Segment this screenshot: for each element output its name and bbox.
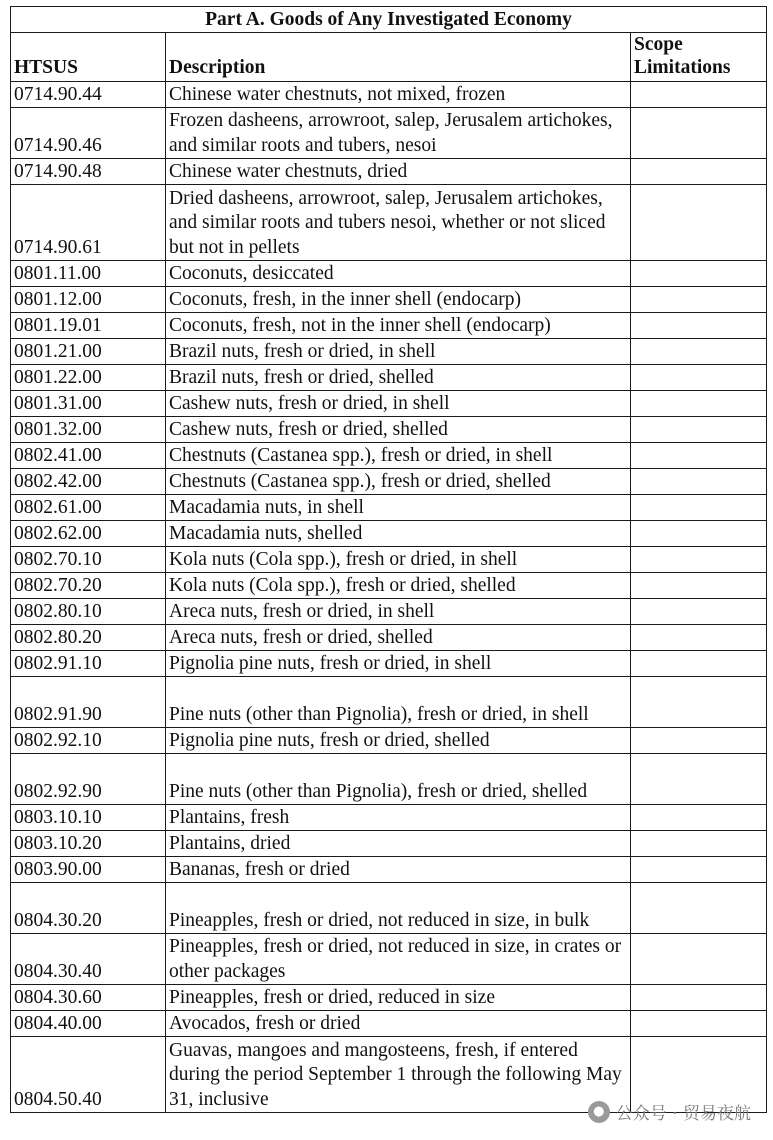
scope-cell (631, 831, 767, 857)
watermark-text: 公众号 · 贸易夜航 (615, 1104, 751, 1124)
description-cell: Areca nuts, fresh or dried, shelled (166, 625, 631, 651)
scope-cell (631, 1011, 767, 1037)
scope-cell (631, 754, 767, 805)
scope-cell (631, 159, 767, 185)
htsus-code-cell: 0714.90.46 (11, 108, 166, 159)
htsus-code-cell: 0804.50.40 (11, 1037, 166, 1113)
header-scope-line2: Limitations (634, 57, 731, 78)
description-cell: Macadamia nuts, shelled (166, 521, 631, 547)
table-row (11, 287, 767, 313)
htsus-code-cell: 0802.91.10 (11, 651, 166, 677)
htsus-table (10, 6, 767, 1113)
description-cell: Kola nuts (Cola spp.), fresh or dried, in shell (166, 547, 631, 573)
scope-cell (631, 391, 767, 417)
scope-cell (631, 339, 767, 365)
table-row (11, 417, 767, 443)
description-cell: Avocados, fresh or dried (166, 1011, 631, 1037)
scope-cell (631, 728, 767, 754)
description-cell: Pineapples, fresh or dried, not reduced in size, in bulk (166, 883, 631, 934)
description-cell: Pignolia pine nuts, fresh or dried, shelled (166, 728, 631, 754)
scope-cell (631, 985, 767, 1011)
htsus-code-cell: 0802.80.20 (11, 625, 166, 651)
htsus-code-cell: 0801.31.00 (11, 391, 166, 417)
scope-cell (631, 82, 767, 108)
description-cell: Brazil nuts, fresh or dried, in shell (166, 339, 631, 365)
scope-cell (631, 651, 767, 677)
table-row (11, 573, 767, 599)
htsus-code-cell: 0803.10.10 (11, 805, 166, 831)
table-row (11, 313, 767, 339)
description-cell: Brazil nuts, fresh or dried, shelled (166, 365, 631, 391)
table-row (11, 261, 767, 287)
description-cell: Dried dasheens, arrowroot, salep, Jerusalem artichokes, and similar roots and tubers nesoi, whether or not sliced but not in pellets (166, 185, 631, 261)
table-row (11, 985, 767, 1011)
scope-cell (631, 625, 767, 651)
description-cell: Chestnuts (Castanea spp.), fresh or dried, in shell (166, 443, 631, 469)
htsus-code-cell: 0804.30.20 (11, 883, 166, 934)
table-row (11, 521, 767, 547)
scope-cell (631, 934, 767, 985)
scope-cell (631, 261, 767, 287)
htsus-code-cell: 0802.61.00 (11, 495, 166, 521)
table-row (11, 728, 767, 754)
htsus-code-cell: 0801.32.00 (11, 417, 166, 443)
header-htsus: HTSUS (11, 33, 166, 82)
header-scope-limitations (631, 33, 767, 82)
htsus-code-cell: 0801.21.00 (11, 339, 166, 365)
scope-cell (631, 417, 767, 443)
table-row (11, 547, 767, 573)
description-cell: Chinese water chestnuts, not mixed, frozen (166, 82, 631, 108)
scope-cell (631, 677, 767, 728)
table-row (11, 159, 767, 185)
table-title: Part A. Goods of Any Investigated Economy (11, 7, 767, 33)
description-cell: Frozen dasheens, arrowroot, salep, Jerusalem artichokes, and similar roots and tubers, nesoi (166, 108, 631, 159)
table-row (11, 754, 767, 805)
table-row (11, 495, 767, 521)
description-cell: Coconuts, fresh, not in the inner shell (endocarp) (166, 313, 631, 339)
table-body (11, 82, 767, 1113)
table-row (11, 857, 767, 883)
htsus-code-cell: 0714.90.61 (11, 185, 166, 261)
scope-cell (631, 365, 767, 391)
scope-cell (631, 521, 767, 547)
table-row (11, 391, 767, 417)
table-row (11, 1011, 767, 1037)
htsus-code-cell: 0802.91.90 (11, 677, 166, 728)
description-cell: Areca nuts, fresh or dried, in shell (166, 599, 631, 625)
wechat-icon: ● (588, 1101, 610, 1123)
table-row (11, 443, 767, 469)
htsus-code-cell: 0714.90.48 (11, 159, 166, 185)
scope-cell (631, 313, 767, 339)
htsus-code-cell: 0802.42.00 (11, 469, 166, 495)
watermark (588, 1099, 751, 1124)
description-cell: Kola nuts (Cola spp.), fresh or dried, shelled (166, 573, 631, 599)
htsus-code-cell: 0801.19.01 (11, 313, 166, 339)
description-cell: Cashew nuts, fresh or dried, in shell (166, 391, 631, 417)
scope-cell (631, 599, 767, 625)
description-cell: Guavas, mangoes and mangosteens, fresh, if entered during the period September 1 through the following May 31, inclusive (166, 1037, 631, 1113)
description-cell: Chestnuts (Castanea spp.), fresh or dried, shelled (166, 469, 631, 495)
table-row (11, 625, 767, 651)
htsus-code-cell: 0804.30.40 (11, 934, 166, 985)
scope-cell (631, 287, 767, 313)
table-row (11, 805, 767, 831)
scope-cell (631, 443, 767, 469)
htsus-code-cell: 0802.92.10 (11, 728, 166, 754)
htsus-code-cell: 0804.30.60 (11, 985, 166, 1011)
table-row (11, 185, 767, 261)
description-cell: Plantains, dried (166, 831, 631, 857)
htsus-code-cell: 0802.70.20 (11, 573, 166, 599)
description-cell: Bananas, fresh or dried (166, 857, 631, 883)
scope-cell (631, 547, 767, 573)
scope-cell (631, 185, 767, 261)
htsus-code-cell: 0802.80.10 (11, 599, 166, 625)
description-cell: Plantains, fresh (166, 805, 631, 831)
document-page (10, 6, 766, 1113)
table-row (11, 469, 767, 495)
table-row (11, 365, 767, 391)
scope-cell (631, 108, 767, 159)
scope-cell (631, 883, 767, 934)
scope-cell (631, 495, 767, 521)
table-row (11, 883, 767, 934)
description-cell: Pineapples, fresh or dried, reduced in size (166, 985, 631, 1011)
htsus-code-cell: 0802.92.90 (11, 754, 166, 805)
description-cell: Pine nuts (other than Pignolia), fresh or dried, shelled (166, 754, 631, 805)
table-row (11, 599, 767, 625)
scope-cell (631, 857, 767, 883)
description-cell: Coconuts, fresh, in the inner shell (endocarp) (166, 287, 631, 313)
description-cell: Coconuts, desiccated (166, 261, 631, 287)
scope-cell (631, 469, 767, 495)
table-row (11, 82, 767, 108)
description-cell: Chinese water chestnuts, dried (166, 159, 631, 185)
table-row (11, 108, 767, 159)
table-row (11, 831, 767, 857)
description-cell: Macadamia nuts, in shell (166, 495, 631, 521)
description-cell: Pignolia pine nuts, fresh or dried, in shell (166, 651, 631, 677)
description-cell: Cashew nuts, fresh or dried, shelled (166, 417, 631, 443)
scope-cell (631, 573, 767, 599)
htsus-code-cell: 0803.10.20 (11, 831, 166, 857)
table-row (11, 677, 767, 728)
htsus-code-cell: 0802.41.00 (11, 443, 166, 469)
table-row (11, 651, 767, 677)
htsus-code-cell: 0803.90.00 (11, 857, 166, 883)
htsus-code-cell: 0804.40.00 (11, 1011, 166, 1037)
header-description: Description (166, 33, 631, 82)
htsus-code-cell: 0802.62.00 (11, 521, 166, 547)
htsus-code-cell: 0801.11.00 (11, 261, 166, 287)
htsus-code-cell: 0714.90.44 (11, 82, 166, 108)
table-row (11, 339, 767, 365)
table-row (11, 934, 767, 985)
htsus-code-cell: 0801.22.00 (11, 365, 166, 391)
htsus-code-cell: 0802.70.10 (11, 547, 166, 573)
description-cell: Pine nuts (other than Pignolia), fresh or dried, in shell (166, 677, 631, 728)
header-scope-line1: Scope (634, 34, 683, 55)
htsus-code-cell: 0801.12.00 (11, 287, 166, 313)
description-cell: Pineapples, fresh or dried, not reduced in size, in crates or other packages (166, 934, 631, 985)
scope-cell (631, 805, 767, 831)
